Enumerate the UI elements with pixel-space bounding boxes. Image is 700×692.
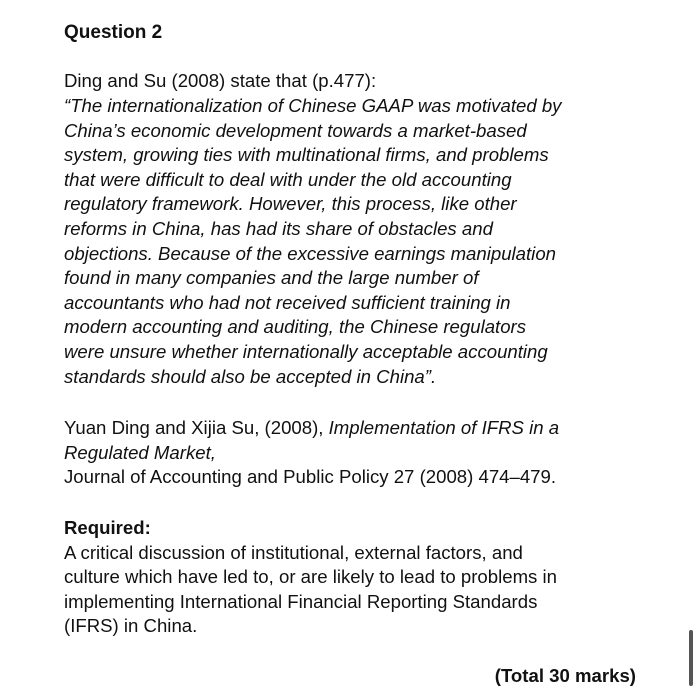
quote-line: “The internationalization of Chinese GAAP was motivated by (64, 95, 562, 116)
required-section (64, 516, 664, 639)
required-line: implementing International Financial Reporting Standards (64, 590, 538, 612)
citation-authors: Yuan Ding and Xijia Su, (2008), (64, 417, 329, 438)
quote-line: that were difficult to deal with under the old accounting (64, 168, 512, 190)
question-intro: Ding and Su (2008) state that (p.477): (64, 70, 377, 91)
required-line: culture which have led to, or are likely to lead to problems in (64, 566, 557, 588)
citation-title-part-1: Implementation of IFRS in a (328, 417, 560, 438)
quote-line: China’s economic development towards a market-based (64, 119, 527, 141)
scrollbar-thumb[interactable] (689, 630, 693, 686)
quote-line: system, growing ties with multinational firms, and problems (64, 144, 549, 166)
quote-line: standards should also be accepted in China”. (64, 365, 437, 387)
required-line: (IFRS) in China. (64, 615, 198, 637)
quote-line: objections. Because of the excessive earnings manipulation (64, 242, 556, 264)
required-label: Required: (64, 517, 151, 538)
quotation (64, 94, 664, 389)
quote-line: reforms in China, has had its share of obstacles and (64, 217, 493, 239)
citation-line-1 (64, 416, 664, 441)
quote-line: accountants who had not received sufficient training in (64, 291, 511, 313)
quote-line: were unsure whether internationally acceptable accounting (64, 340, 548, 362)
question-title: Question 2 (64, 22, 163, 43)
citation-title-part-2: Regulated Market, (64, 441, 216, 463)
required-line: A critical discussion of institutional, external factors, and (64, 541, 523, 563)
quote-line: modern accounting and auditing, the Chinese regulators (64, 316, 527, 338)
citation (64, 416, 664, 490)
total-marks: (Total 30 marks) (494, 665, 636, 686)
citation-journal: Journal of Accounting and Public Policy 27 (2008) 474–479. (64, 466, 557, 488)
quote-line: regulatory framework. However, this process, like other (64, 193, 517, 215)
quote-line: found in many companies and the large number of (64, 267, 479, 289)
